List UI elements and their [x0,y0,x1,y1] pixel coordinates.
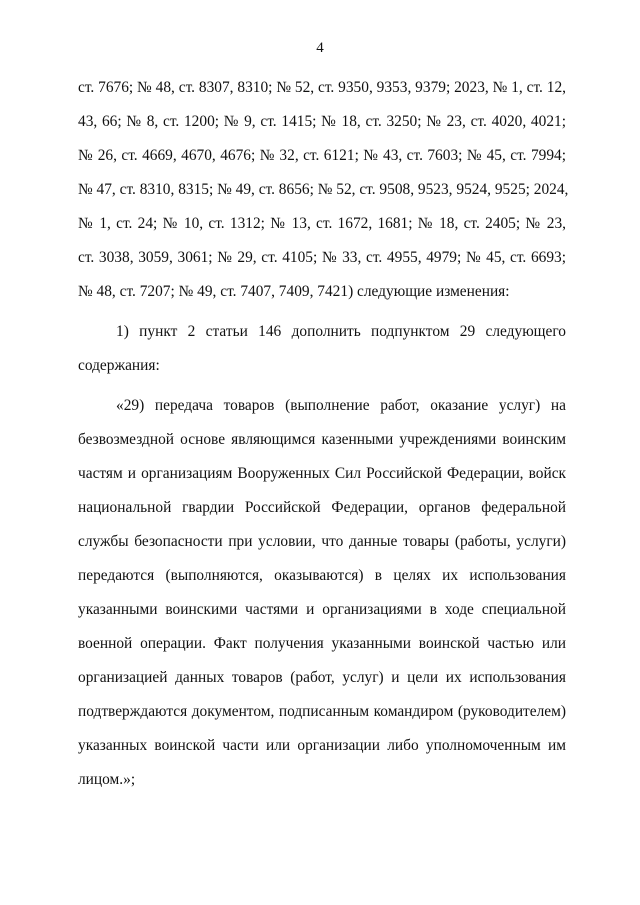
text-line: 43, 66; № 8, ст. 1200; № 9, ст. 1415; № 18, ст. 3250; № 23, ст. 4020, 4021; [78,113,566,130]
text-line: безвозмездной основе являющимся казенными учреждениями воинским [78,431,566,448]
text-line: № 47, ст. 8310, 8315; № 49, ст. 8656; № 52, ст. 9508, 9523, 9524, 9525; 2024, [78,181,569,198]
intro-paragraph [78,78,569,316]
text-line: № 1, ст. 24; № 10, ст. 1312; № 13, ст. 1672, 1681; № 18, ст. 2405; № 23, [78,215,566,232]
text-line: лицом.»; [78,771,136,788]
page-number: 4 [316,40,324,56]
quote-paragraph [78,396,566,804]
text-line: ст. 3038, 3059, 3061; № 29, ст. 4105; № 33, ст. 4955, 4979; № 45, ст. 6693; [78,249,566,266]
text-line: 1) пункт 2 статьи 146 дополнить подпунктом 29 следующего [116,323,566,340]
item-1-paragraph [78,322,566,390]
text-line: № 48, ст. 7207; № 49, ст. 7407, 7409, 7421) следующие изменения: [78,283,510,300]
text-line: подтверждаются документом, подписанным командиром (руководителем) [78,703,566,720]
text-line: службы безопасности при условии, что данные товары (работы, услуги) [78,533,566,550]
text-line: передаются (выполняются, оказываются) в целях их использования [78,567,566,584]
text-line: военной операции. Факт получения указанными воинской частью или [78,635,566,652]
text-line: ст. 7676; № 48, ст. 8307, 8310; № 52, ст. 9350, 9353, 9379; 2023, № 1, ст. 12, [78,79,566,96]
text-line: содержания: [78,357,160,374]
text-line: указанными воинскими частями и организациями в ходе специальной [78,601,566,618]
text-line: «29) передача товаров (выполнение работ, оказание услуг) на [116,397,566,414]
text-line: организацией данных товаров (работ, услуг) и цели их использования [78,669,566,686]
text-line: № 26, ст. 4669, 4670, 4676; № 32, ст. 6121; № 43, ст. 7603; № 45, ст. 7994; [78,147,566,164]
text-line: указанных воинской части или организации либо уполномоченным им [78,737,566,754]
text-line: национальной гвардии Российской Федерации, органов федеральной [78,499,566,516]
document-body [78,78,569,804]
text-line: частям и организациям Вооруженных Сил Российской Федерации, войск [78,465,566,482]
